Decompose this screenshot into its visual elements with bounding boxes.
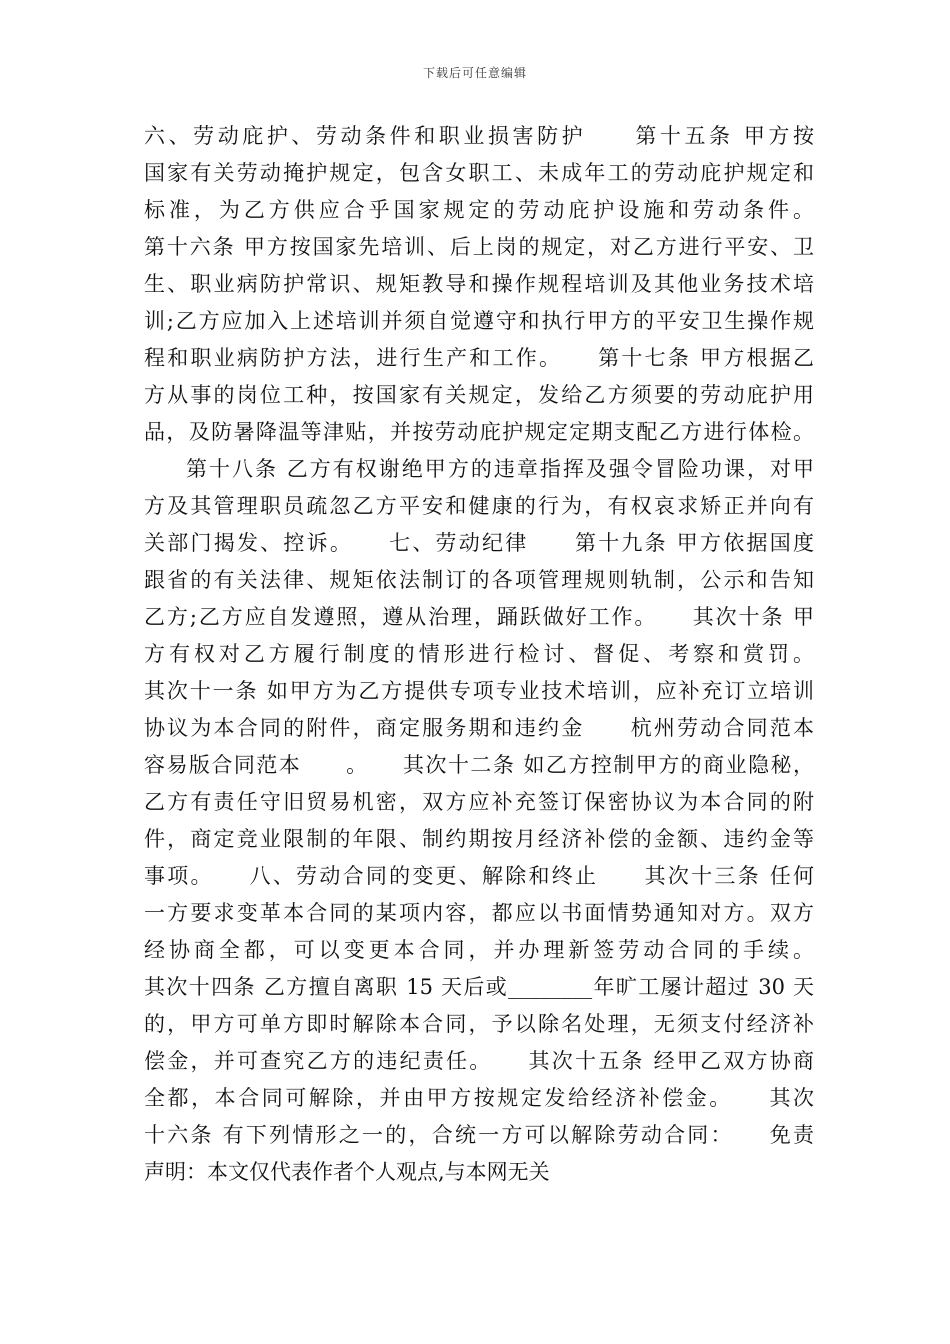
paragraph-line: 品，及防暑降温等津贴，并按劳动庇护规定定期支配乙方进行体检。 (144, 420, 814, 444)
paragraph-line: 其次十四条 乙方擅自离职 15 天后或________年旷工屡计超过 30 天 (144, 975, 814, 999)
paragraph-line: 乙方有责任守旧贸易机密，双方应补充签订保密协议为本合同的附 (144, 790, 814, 814)
paragraph-line: 标准，为乙方供应合乎国家规定的劳动庇护设施和劳动条件。 (144, 198, 814, 222)
paragraph-line: 十六条 有下列情形之一的，合统一方可以解除劳动合同： 免责 (144, 1123, 814, 1147)
paragraph-line: 方及其管理职员疏忽乙方平安和健康的行为，有权哀求矫正并向有 (144, 494, 814, 518)
paragraph-line: 第十八条 乙方有权谢绝甲方的违章指挥及强令冒险功课，对甲 (186, 457, 814, 481)
paragraph-line: 的，甲方可单方即时解除本合同，予以除名处理，无须支付经济补 (144, 1012, 814, 1036)
paragraph-line: 乙方;乙方应自发遵照，遵从治理，踊跃做好工作。 其次十条 甲 (144, 605, 814, 629)
paragraph-line: 件，商定竞业限制的年限、制约期按月经济补偿的金额、违约金等 (144, 827, 814, 851)
paragraph-line: 协议为本合同的附件，商定服务期和违约金 杭州劳动合同范本 (144, 716, 814, 740)
paragraph-line: 一方要求变革本合同的某项内容，都应以书面情势通知对方。双方 (144, 901, 814, 925)
paragraph-line: 生、职业病防护常识、规矩教导和操作规程培训及其他业务技术培 (144, 272, 814, 296)
paragraph-line: 跟省的有关法律、规矩依法制订的各项管理规则轨制，公示和告知 (144, 568, 814, 592)
paragraph-line: 其次十一条 如甲方为乙方提供专项专业技术培训，应补充订立培训 (144, 679, 814, 703)
paragraph-line: 方从事的岗位工种，按国家有关规定，发给乙方须要的劳动庇护用 (144, 383, 814, 407)
document-body (144, 118, 814, 1191)
paragraph-line: 全都，本合同可解除，并由甲方按规定发给经济补偿金。 其次 (144, 1086, 814, 1110)
paragraph-line: 关部门揭发、控诉。 七、劳动纪律 第十九条 甲方依据国度 (144, 531, 814, 555)
download-note: 下载后可任意编辑 (422, 66, 527, 80)
paragraph-line: 训;乙方应加入上述培训并须自觉遵守和执行甲方的平安卫生操作规 (144, 309, 814, 333)
paragraph-line: 程和职业病防护方法，进行生产和工作。 第十七条 甲方根据乙 (144, 346, 814, 370)
paragraph-line: 国家有关劳动掩护规定，包含女职工、未成年工的劳动庇护规定和 (144, 161, 814, 185)
paragraph-line: 事项。 八、劳动合同的变更、解除和终止 其次十三条 任何 (144, 864, 814, 888)
paragraph-line: 偿金，并可查究乙方的违纪责任。 其次十五条 经甲乙双方协商 (144, 1049, 814, 1073)
disclaimer-line: 声明：本文仅代表作者个人观点,与本网无关 (144, 1160, 550, 1184)
paragraph-line: 六、劳动庇护、劳动条件和职业损害防护 第十五条 甲方按 (144, 124, 814, 148)
paragraph-line: 第十六条 甲方按国家先培训、后上岗的规定，对乙方进行平安、卫 (144, 235, 814, 259)
paragraph-line: 容易版合同范本 。 其次十二条 如乙方控制甲方的商业隐秘， (144, 753, 814, 777)
paragraph-line: 经协商全都，可以变更本合同，并办理新签劳动合同的手续。 (144, 938, 814, 962)
paragraph-line: 方有权对乙方履行制度的情形进行检讨、督促、考察和赏罚。 (144, 642, 814, 666)
